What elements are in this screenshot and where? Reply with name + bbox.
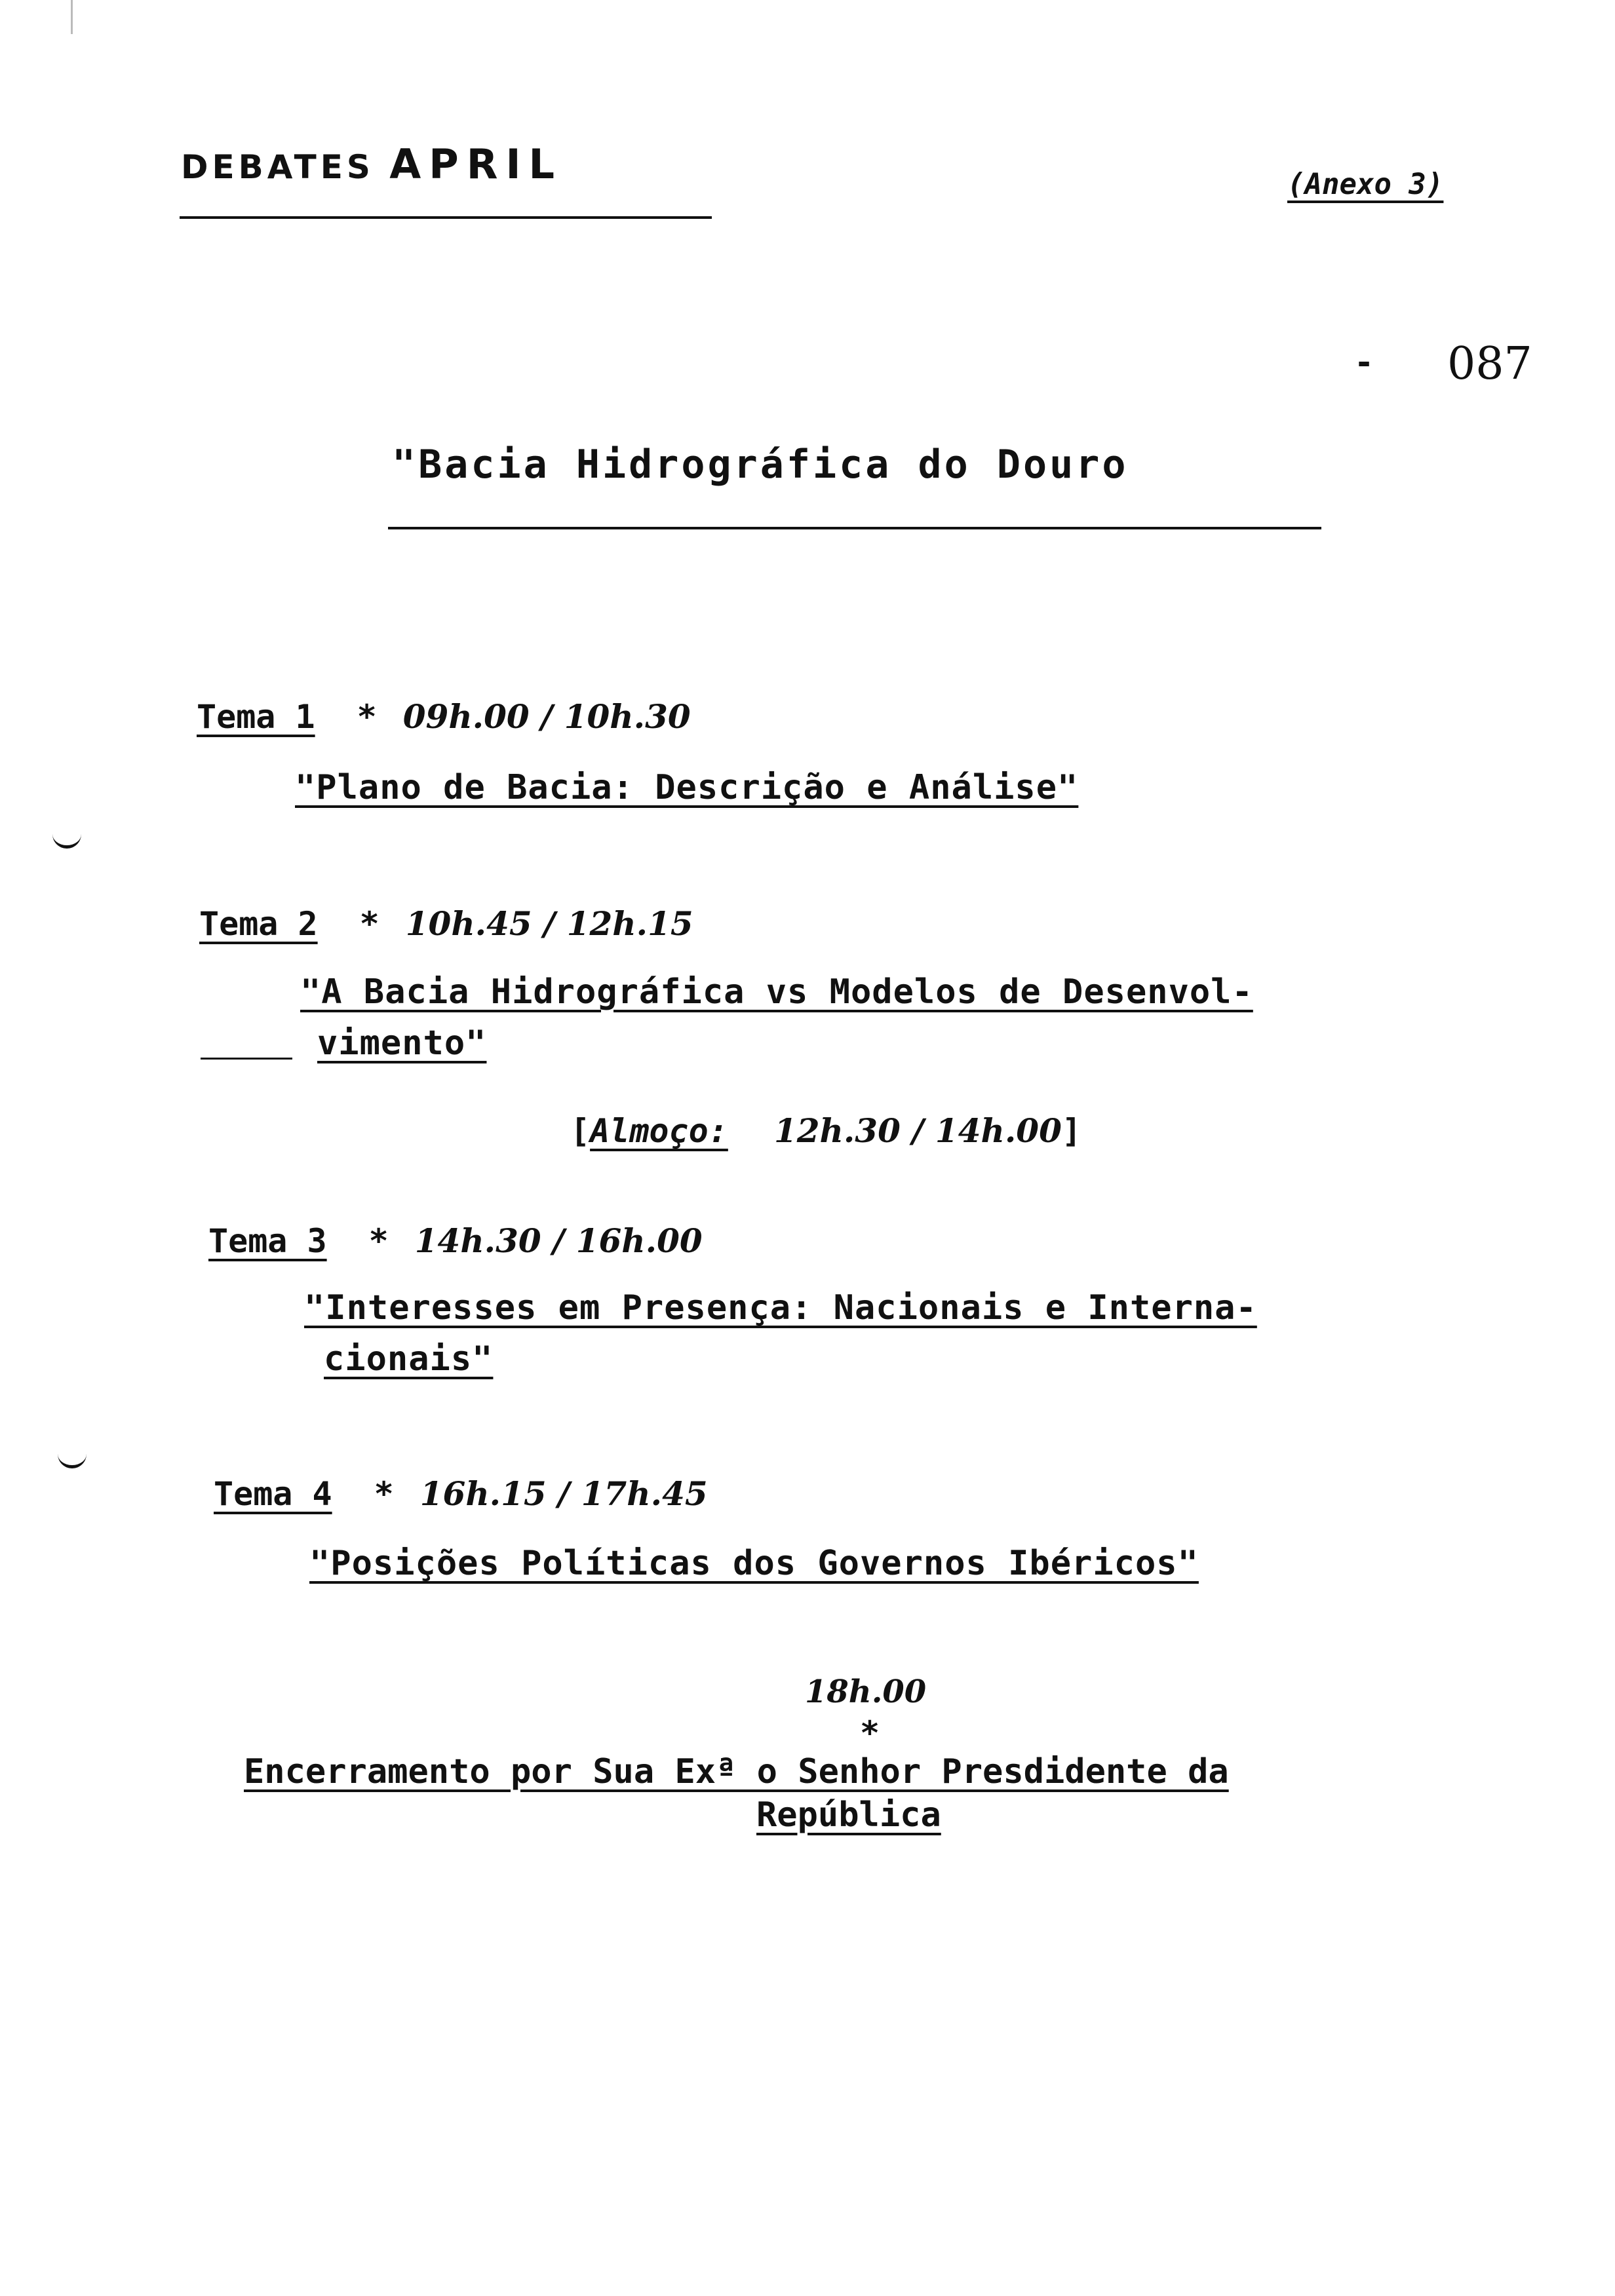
tema-2-title-line2: vimento": [317, 1024, 487, 1063]
closing-line1: Encerramento por Sua Exª o Senhor Presdidente da: [244, 1752, 1229, 1791]
binder-hole-mark-icon: [52, 831, 81, 849]
document-title: "Bacia Hidrográfica do Douro: [392, 442, 1129, 488]
tema-4-label: Tema 4: [214, 1475, 332, 1513]
star-icon: *: [368, 1222, 389, 1260]
tema-2-header: [199, 904, 693, 943]
header-title: [181, 140, 562, 188]
closing-time: 18h.00: [805, 1674, 927, 1710]
star-icon: *: [860, 1714, 880, 1752]
scan-dash: -: [1354, 343, 1374, 381]
tema-3-title-line2: cionais": [324, 1339, 494, 1379]
lunch-close-bracket: ]: [1061, 1112, 1081, 1150]
lunch-time: 12h.30 / 14h.00: [773, 1111, 1062, 1150]
header-rule: [180, 216, 712, 219]
tema-3-label: Tema 3: [208, 1222, 327, 1260]
star-icon: *: [374, 1475, 394, 1513]
scan-edge-mark: [71, 0, 73, 34]
tema-1-title: "Plano de Bacia: Descrição e Análise": [295, 768, 1079, 807]
lunch-open-bracket: [: [570, 1112, 591, 1150]
annex-label: (Anexo 3): [1287, 168, 1444, 201]
tema-2-stray-rule: [201, 1058, 292, 1060]
star-icon: *: [359, 905, 379, 943]
tema-1-time: 09h.00 / 10h.30: [402, 697, 691, 736]
lunch-break: [570, 1111, 1081, 1150]
tema-1-label: Tema 1: [197, 698, 315, 736]
tema-4-header: [214, 1474, 708, 1513]
tema-2-title-line1: "A Bacia Hidrográfica vs Modelos de Desenvol-: [300, 972, 1253, 1012]
tema-3-header: [208, 1221, 703, 1260]
tema-4-time: 16h.15 / 17h.45: [419, 1474, 708, 1513]
header-handwritten-word: APRIL: [389, 140, 563, 188]
tema-3-time: 14h.30 / 16h.00: [414, 1221, 703, 1260]
closing-line2: República: [756, 1795, 941, 1835]
page-number: 087: [1447, 338, 1532, 390]
lunch-label: Almoço:: [590, 1112, 728, 1150]
tema-2-label: Tema 2: [199, 905, 318, 943]
tema-3-title-line1: "Interesses em Presença: Nacionais e Interna-: [304, 1288, 1257, 1328]
tema-1-header: [197, 697, 691, 736]
star-icon: *: [357, 698, 377, 736]
tema-2-time: 10h.45 / 12h.15: [405, 904, 693, 943]
binder-hole-mark-icon: [58, 1451, 87, 1468]
tema-4-title: "Posições Políticas dos Governos Ibéricos": [309, 1544, 1199, 1583]
title-rule: [388, 527, 1321, 529]
header-word: DEBATES: [181, 148, 374, 186]
